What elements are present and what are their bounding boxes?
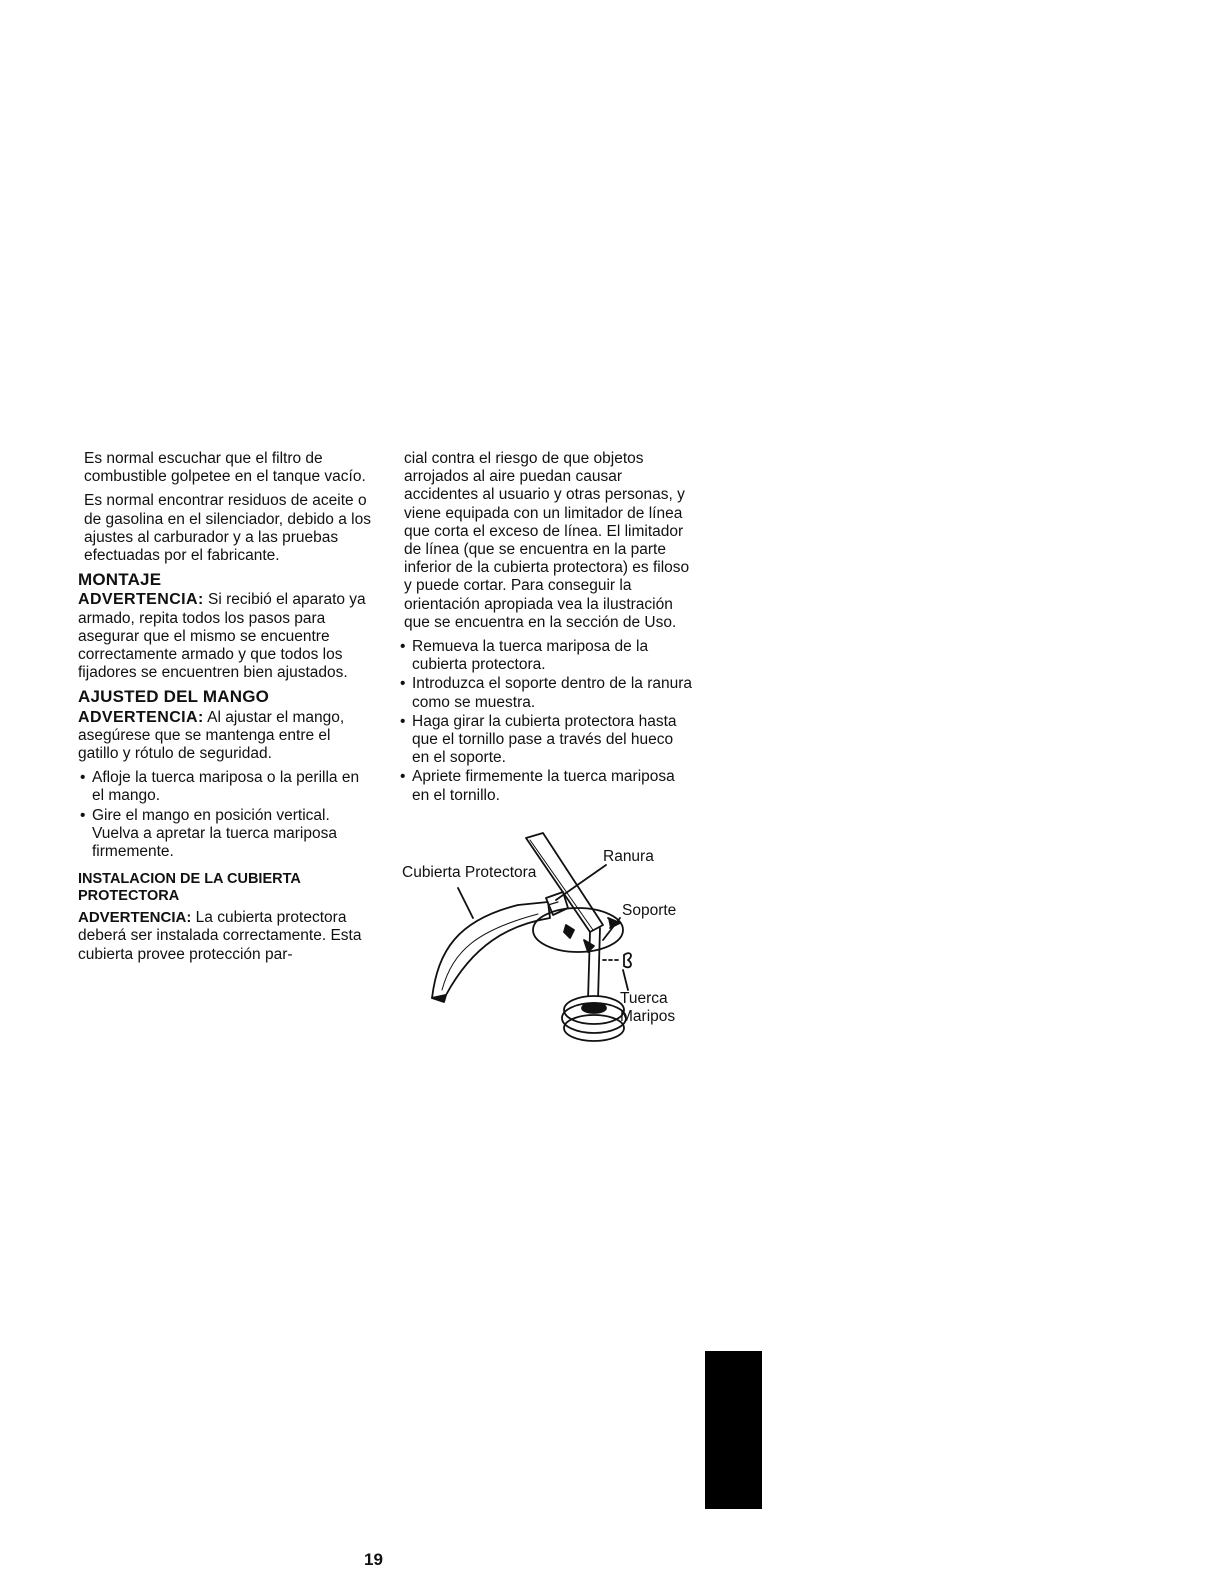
list-item: • Introduzca el soporte dentro de la ranura como se muestra. [398, 675, 694, 711]
list-item: • Haga girar la cubierta protectora hasta que el tornillo pase a través del hueco en el soporte. [398, 713, 694, 768]
warning-text: La cubierta protectora deberá ser instalada correctamente. Esta cubierta provee protección par- [78, 909, 362, 963]
warning-text: Al ajustar el mango, asegúrese que se mantenga entre el gatillo y rótulo de seguridad. [78, 708, 345, 763]
list-item: • Apriete firmemente la tuerca mariposa en el tornillo. [398, 768, 694, 804]
label-mariposa: Maripos [620, 1008, 676, 1025]
warning-montaje [78, 591, 373, 682]
right-column [398, 450, 694, 806]
warning-label: ADVERTENCIA: [78, 708, 204, 726]
guard-installation-illustration [398, 830, 698, 1050]
mango-steps-list [78, 769, 373, 861]
warning-label: ADVERTENCIA: [78, 591, 204, 609]
label-soporte: Soporte [622, 902, 677, 919]
paragraph-filter-noise: Es normal escuchar que el filtro de combustible golpetee en el tanque vacío. [84, 450, 366, 486]
list-item: • Gire el mango en posición vertical. Vuelva a apretar la tuerca mariposa firmemente. [78, 807, 373, 862]
paragraph-cubierta-continuation: cial contra el riesgo de que objetos arrojados al aire puedan causar accidentes al usuario y otras personas, y viene equipada con un limitador de línea que corta el exceso de línea. El limitador de línea (que se encuentra en la parte inferior de la cubierta protectora) es filoso y puede cortar. Para conseguir la orientación apropiada vea la ilustración que se encuentra en la sección de Uso. [404, 450, 690, 631]
left-column [78, 450, 373, 970]
list-item: • Afloje la tuerca mariposa o la perilla en el mango. [78, 769, 373, 805]
cubierta-steps-list [398, 638, 694, 805]
warning-mango [78, 709, 373, 764]
heading-montaje: MONTAJE [78, 570, 162, 590]
label-cubierta-protectora: Cubierta Protectora [402, 864, 537, 881]
label-ranura: Ranura [603, 848, 654, 865]
label-tuerca: Tuerca [620, 990, 668, 1007]
heading-ajuste-mango: AJUSTED DEL MANGO [78, 687, 270, 707]
list-item: • Remueva la tuerca mariposa de la cubierta protectora. [398, 638, 694, 674]
heading-instalacion-cubierta: INSTALACION DE LA CUBIERTA PROTECTORA [78, 871, 301, 905]
section-edge-tab [705, 1351, 762, 1509]
warning-cubierta [78, 909, 373, 964]
warning-text: Si recibió el aparato ya armado, repita todos los pasos para asegurar que el mismo se encuentre correctamente armado y que todos los fijadores se encuentren bien ajustados. [78, 591, 366, 682]
warning-label: ADVERTENCIA: [78, 909, 192, 927]
paragraph-muffler-residue: Es normal encontrar residuos de aceite o de gasolina en el silenciador, debido a los ajustes al carburador y a las pruebas efectuadas por el fabricante. [84, 492, 371, 565]
page-number: 19 [364, 1550, 383, 1569]
